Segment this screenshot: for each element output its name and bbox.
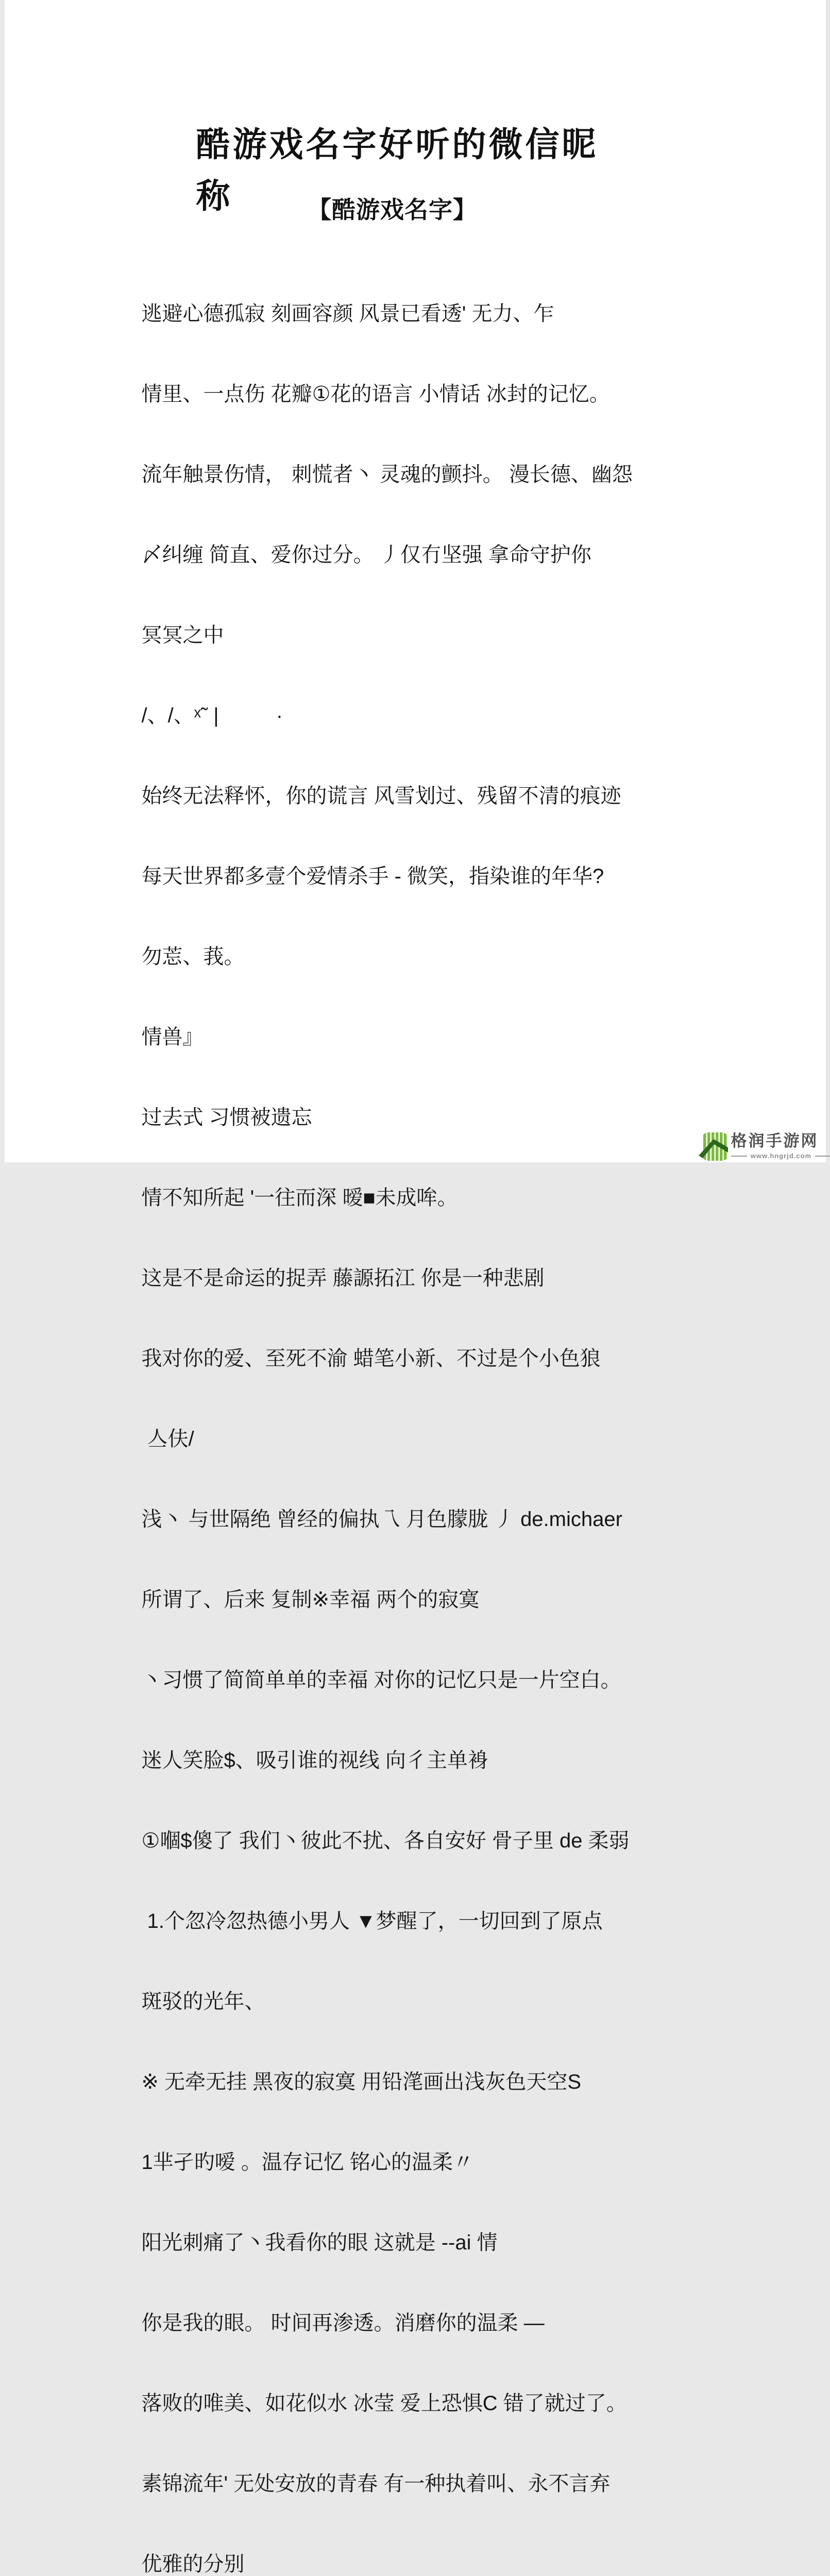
- nickname-line: 所谓了、后来 复制※幸福 两个的寂寞: [142, 1586, 633, 1613]
- nickname-line: 亼伕/: [142, 1426, 633, 1452]
- document-page: [5, 0, 826, 1162]
- nickname-line: 逃避心德孤寂 刻画容颜 风景已看透' 无力、乍: [142, 300, 633, 327]
- nickname-line: 1芈孑旳嗳 。温存记忆 铭心的温柔〃: [142, 2149, 633, 2176]
- nickname-line: 冥冥之中: [142, 622, 633, 649]
- nickname-line: 每天世界都多壹个爱情杀手 - 微笑，指染谁的年华?: [142, 863, 633, 890]
- nickname-line: 素锦流年' 无处安放的青春 有一种执着叫、永不言弃: [142, 2470, 633, 2497]
- nickname-line: 丶习惯了简简单单的幸福 对你的记忆只是一片空白。: [142, 1667, 633, 1693]
- site-logo-icon: [698, 1132, 729, 1161]
- nickname-line: 1.个忽冷忽热德小男人 ▼梦醒了，一切回到了原点: [142, 1908, 633, 1935]
- site-name: 格润手游网: [731, 1133, 826, 1149]
- section-heading: 【酷游戏名字】: [142, 195, 643, 225]
- nickname-line: 迷人笑脸$、吸引谁的视线 向彳主单裑: [142, 1747, 633, 1774]
- nickname-line: 浅丶 与世隔绝 曾经的偏执乁 月色朦胧 丿 de.michaer: [142, 1506, 633, 1533]
- nickname-line: 勿莣、莪。: [142, 943, 633, 970]
- nickname-line: 优雅的分别: [142, 2551, 633, 2576]
- nickname-line: 情里、一点伤 花瓣①花的语言 小情话 冰封的记忆。: [142, 381, 633, 408]
- nickname-line: 过去式 习惯被遗忘: [142, 1104, 633, 1131]
- nickname-line: 落败的唯美、如花似水 冰莹 爱上恐惧C 错了就过了。: [142, 2390, 633, 2417]
- site-watermark: [698, 1131, 826, 1161]
- nickname-line: 这是不是命运的捉弄 藤謜拓江 你是一种悲剧: [142, 1265, 633, 1292]
- nickname-line: ※ 无牵无挂 黑夜的寂寞 用铅滗画出浅灰色天空S: [142, 2069, 633, 2095]
- nickname-line: /、/、ˣ˜ | ·: [142, 702, 633, 729]
- nickname-line: 〆纠缠 简直、爱你过分。 丿仅冇坚强 拿命守护你: [142, 541, 633, 568]
- site-url: www.hngrjd.com: [747, 1152, 815, 1160]
- nickname-line: 阳光刺痛了丶我看你的眼 这就是 --ai 情: [142, 2229, 633, 2256]
- nickname-line: 你是我的眼。 时间再渗透。消磨你的温柔 —: [142, 2310, 633, 2336]
- nickname-line: 始终无法释怀，你的谎言 风雪划过、残留不清的痕迹: [142, 783, 633, 809]
- site-watermark-text: [731, 1133, 826, 1160]
- divider-line: [731, 1156, 747, 1157]
- nickname-list: [142, 247, 633, 2576]
- nickname-line: ①嗰$傻了 我们丶彼此不扰、各自安好 骨子里 de 柔弱: [142, 1827, 633, 1854]
- nickname-line: 情兽』: [142, 1024, 633, 1050]
- page-title: 酷游戏名字好听的微信昵称: [196, 118, 608, 222]
- nickname-line: 斑驳的光年、: [142, 1988, 633, 2015]
- nickname-line: 我对你的爱、至死不渝 蜡笔小新、不过是个小色狼: [142, 1345, 633, 1372]
- nickname-line: 流年触景伤情， 刺慌者丶 灵魂的颤抖。 漫长德、幽怨: [142, 461, 633, 488]
- nickname-line: 情不知所起 '一往而深 暧■未成哞。: [142, 1184, 633, 1211]
- site-url-row: [731, 1152, 830, 1160]
- divider-line: [815, 1156, 830, 1157]
